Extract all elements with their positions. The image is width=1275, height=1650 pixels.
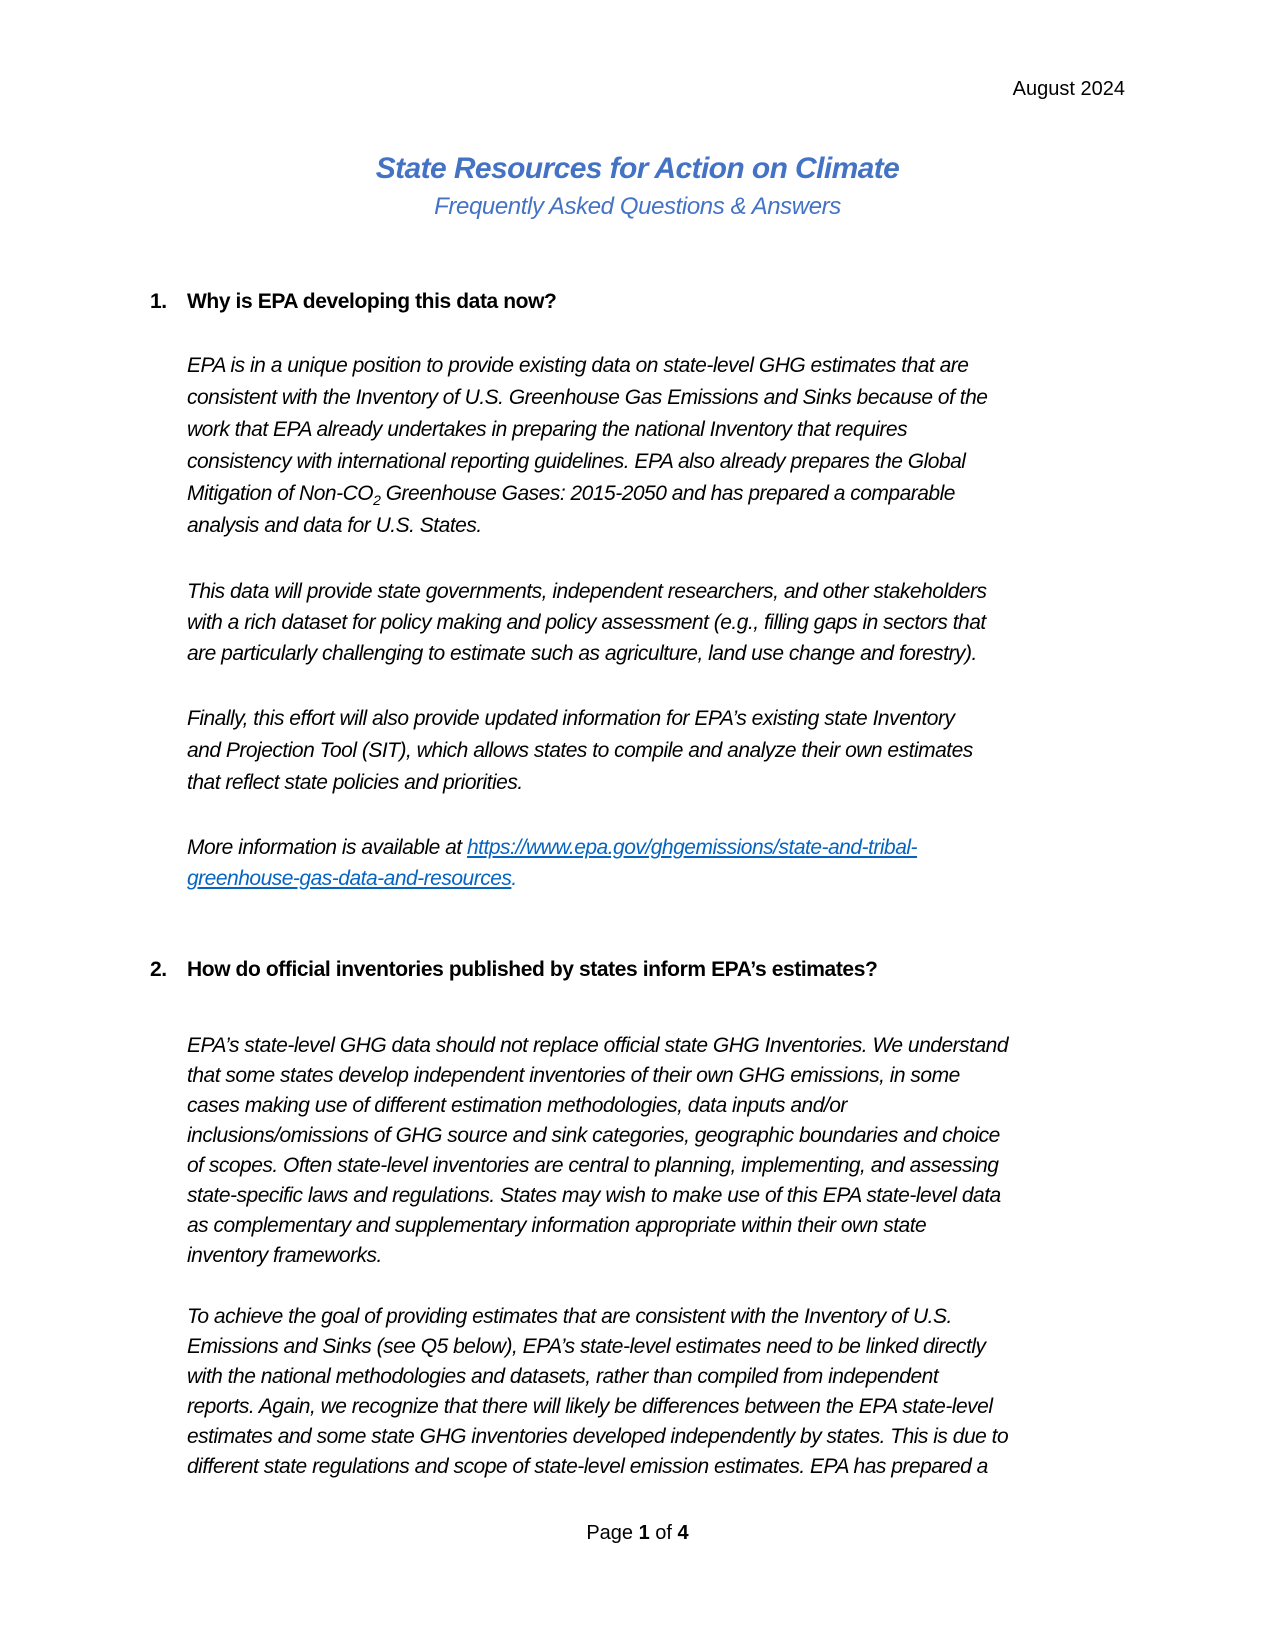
subscript-2: 2 — [373, 492, 381, 509]
page-number-footer — [0, 1522, 1275, 1545]
document-date: August 2024 — [1012, 78, 1125, 100]
page-label: Page — [586, 1522, 639, 1544]
body-line: different state regulations and scope of state-level emission estimates. EPA has prepared a — [187, 1455, 988, 1478]
body-line: EPA’s state-level GHG data should not replace official state GHG Inventories. We understand — [187, 1034, 1008, 1057]
text-span: . — [511, 867, 517, 890]
body-line: To achieve the goal of providing estimates that are consistent with the Inventory of U.S. — [187, 1305, 952, 1328]
body-line: consistent with the Inventory of U.S. Greenhouse Gas Emissions and Sinks because of the — [187, 386, 988, 409]
document-subtitle: Frequently Asked Questions & Answers — [434, 193, 841, 220]
question-2-heading — [150, 958, 877, 982]
of-label: of — [649, 1522, 678, 1544]
body-line: inclusions/omissions of GHG source and sink categories, geographic boundaries and choice — [187, 1124, 1000, 1147]
body-line: cases making use of different estimation methodologies, data inputs and/or — [187, 1094, 847, 1117]
body-line: are particularly challenging to estimate such as agriculture, land use change and forestry). — [187, 642, 977, 665]
body-line: that reflect state policies and priorities. — [187, 771, 523, 794]
total-pages-number: 4 — [677, 1522, 689, 1544]
body-line: with a rich dataset for policy making and policy assessment (e.g., filling gaps in sectors that — [187, 611, 986, 634]
body-line: consistency with international reporting guidelines. EPA also already prepares the Global — [187, 450, 966, 473]
question-text: Why is EPA developing this data now? — [187, 290, 557, 313]
body-line — [187, 482, 955, 508]
question-text: How do official inventories published by states inform EPA’s estimates? — [187, 958, 878, 981]
body-line: inventory frameworks. — [187, 1244, 382, 1267]
body-line: estimates and some state GHG inventories developed independently by states. This is due to — [187, 1425, 1009, 1448]
question-1-heading — [150, 290, 556, 314]
body-line — [187, 867, 517, 891]
body-line: Emissions and Sinks (see Q5 below), EPA’s state-level estimates need to be linked directly — [187, 1335, 986, 1358]
body-line: that some states develop independent inventories of their own GHG emissions, in some — [187, 1064, 960, 1087]
epa-resources-link[interactable]: https://www.epa.gov/ghgemissions/state-and-tribal- — [466, 836, 918, 859]
epa-resources-link-continued[interactable]: greenhouse-gas-data-and-resources — [187, 867, 512, 890]
body-line: state-specific laws and regulations. States may wish to make use of this EPA state-level data — [187, 1184, 1001, 1207]
body-line: Finally, this effort will also provide updated information for EPA’s existing state Inventory — [187, 707, 955, 730]
text-span: Mitigation of Non-CO — [187, 482, 374, 505]
body-line: and Projection Tool (SIT), which allows states to compile and analyze their own estimates — [187, 739, 973, 762]
text-span: More information is available at — [187, 836, 467, 859]
document-title: State Resources for Action on Climate — [375, 152, 900, 185]
body-line: with the national methodologies and datasets, rather than compiled from independent — [187, 1365, 939, 1388]
body-line: EPA is in a unique position to provide existing data on state-level GHG estimates that are — [187, 354, 969, 377]
body-line: as complementary and supplementary information appropriate within their own state — [187, 1214, 927, 1237]
current-page-number: 1 — [638, 1522, 650, 1544]
body-line: work that EPA already undertakes in preparing the national Inventory that requires — [187, 418, 908, 441]
question-number: 1. — [150, 290, 167, 313]
body-line: reports. Again, we recognize that there will likely be differences between the EPA state-level — [187, 1395, 993, 1418]
body-line — [187, 836, 917, 860]
text-span: Greenhouse Gases: 2015-2050 and has prepared a comparable — [380, 482, 955, 505]
body-line: This data will provide state governments, independent researchers, and other stakeholders — [187, 580, 987, 603]
question-number: 2. — [150, 958, 167, 981]
body-line: of scopes. Often state-level inventories are central to planning, implementing, and assessing — [187, 1154, 999, 1177]
body-line: analysis and data for U.S. States. — [187, 514, 482, 537]
